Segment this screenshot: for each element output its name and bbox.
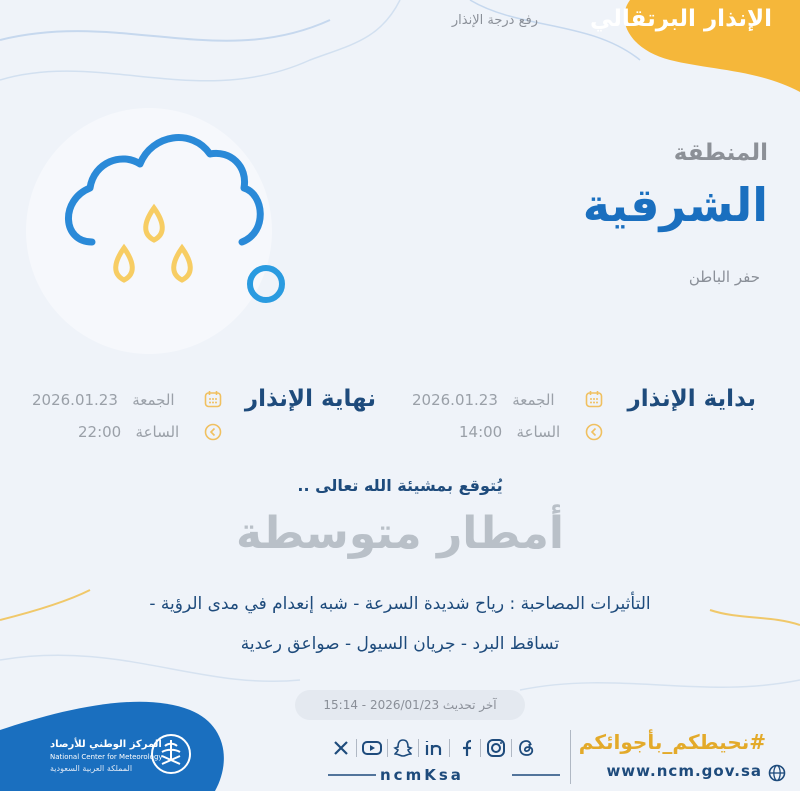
start-day: الجمعة <box>512 391 555 409</box>
calendar-icon <box>585 390 603 408</box>
end-day: الجمعة <box>132 391 175 409</box>
cloud-rain-icon <box>52 122 292 312</box>
clock-icon <box>585 423 603 441</box>
calendar-icon <box>204 390 222 408</box>
org-name-english: National Center for Meteorology <box>50 753 163 761</box>
start-date: 2026.01.23 <box>412 391 498 409</box>
end-time-line <box>78 423 179 441</box>
end-time: 22:00 <box>78 423 122 441</box>
org-name-arabic: المركز الوطني للأرصاد <box>50 739 162 750</box>
end-time-label: الساعة <box>135 423 180 441</box>
start-time: 14:00 <box>459 423 503 441</box>
instagram-icon[interactable] <box>485 737 507 759</box>
linkedin-icon[interactable] <box>423 737 445 759</box>
warning-level-title: الإنذار البرتقالي <box>589 6 772 32</box>
region-name: الشرقية <box>582 178 768 232</box>
end-date: 2026.01.23 <box>32 391 118 409</box>
youtube-icon[interactable] <box>361 737 383 759</box>
hashtag-tagline: #نحيطكم_بأجوائكم <box>578 730 766 754</box>
snapchat-icon[interactable] <box>392 737 414 759</box>
start-time-label: الساعة <box>516 423 561 441</box>
effects-line-2: تساقط البرد - جريان السيول - صواعق رعدية <box>240 634 560 654</box>
forecast-intro: يُتوقع بمشيئة الله تعالى .. <box>297 476 503 495</box>
x-icon[interactable] <box>330 737 352 759</box>
threads-icon[interactable] <box>516 737 538 759</box>
social-handle[interactable]: ncmKsa <box>380 766 464 784</box>
city-name: حفر الباطن <box>688 268 760 286</box>
country-name-arabic: المملكة العربية السعودية <box>50 764 133 773</box>
globe-icon <box>768 764 786 782</box>
start-date-line <box>412 391 555 409</box>
start-title: بداية الإنذار <box>627 386 756 412</box>
website-link[interactable]: www.ncm.gov.sa <box>606 762 762 780</box>
region-label: المنطقة <box>673 140 768 166</box>
last-update: آخر تحديث 2026/01/23 - 15:14 <box>295 690 525 720</box>
end-date-line <box>32 391 175 409</box>
start-time-line <box>459 423 560 441</box>
footer-divider <box>570 730 571 784</box>
raise-level-note: رفع درجة الإنذار <box>451 13 538 28</box>
facebook-icon[interactable] <box>454 737 476 759</box>
effects-line-1: التأثيرات المصاحبة : رياح شديدة السرعة - شبه إنعدام في مدى الرؤية - <box>149 594 651 614</box>
end-title: نهاية الإنذار <box>244 386 376 412</box>
social-icons <box>330 734 538 762</box>
clock-icon <box>204 423 222 441</box>
forecast-headline: أمطار متوسطة <box>236 508 564 559</box>
